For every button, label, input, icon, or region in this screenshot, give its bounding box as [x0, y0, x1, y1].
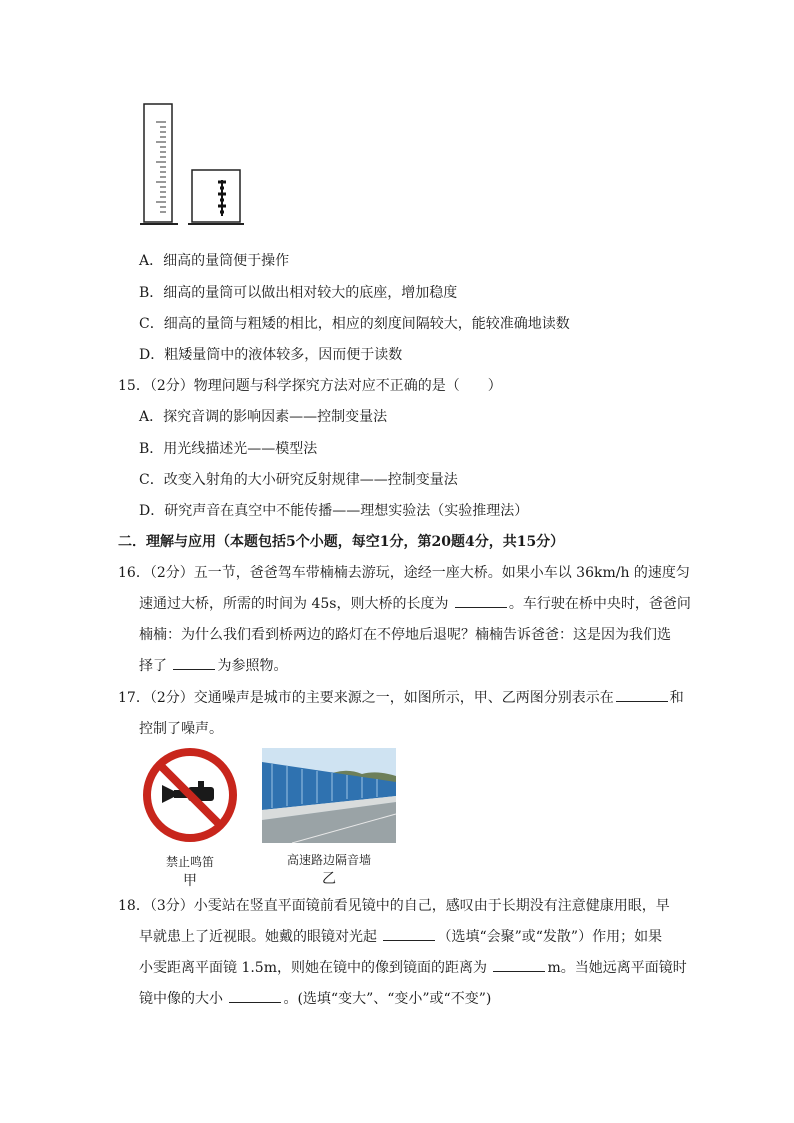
q18-text: m。当她远离平面镜时	[547, 960, 687, 976]
q15-option-c: C．改变入射角的大小研究反射规律——控制变量法	[139, 472, 458, 488]
figure-b-tag: 乙	[322, 871, 336, 887]
q17-text: 17．（2分）交通噪声是城市的主要来源之一，如图所示，甲、乙两图分别表示在	[118, 690, 614, 706]
q17-line-2: 控制了噪声。	[139, 721, 223, 737]
q14-option-a: A．细高的量筒便于操作	[139, 253, 290, 269]
answer-blank[interactable]	[173, 655, 215, 670]
q18-text: 小雯距离平面镜 1.5m，则她在镜中的像到镜面的距离为	[139, 960, 492, 976]
q15-stem: 15．（2分）物理问题与科学探究方法对应不正确的是（ ）	[118, 378, 502, 394]
q14-option-d: D．粗矮量筒中的液体较多，因而便于读数	[139, 347, 403, 363]
no-horn-sign-icon	[140, 745, 240, 845]
sound-barrier-photo	[262, 748, 396, 843]
q18-line-3	[139, 957, 687, 977]
q15-option-d: D．研究声音在真空中不能传播——理想实验法（实验推理法）	[139, 503, 529, 519]
q16-line-1: 16．（2分）五一节，爸爸驾车带楠楠去游玩，途经一座大桥。如果小车以 36km/h 的速度匀	[118, 565, 690, 581]
q16-text: 择了	[139, 658, 172, 674]
q18-text: 。(选填“变大”、“变小”或“不变”)	[283, 991, 492, 1007]
answer-blank[interactable]	[455, 593, 507, 608]
q18-text: （选填“会聚”或“发散”）作用；如果	[437, 929, 663, 945]
tall-cylinder	[140, 104, 178, 224]
q18-text: 镜中像的大小	[139, 991, 228, 1007]
q14-option-b: B．细高的量筒可以做出相对较大的底座，增加稳度	[139, 285, 458, 301]
q16-line-2	[139, 593, 691, 613]
q16-text: 速通过大桥，所需的时间为 45s，则大桥的长度为	[139, 596, 453, 612]
q15-option-b: B．用光线描述光——模型法	[139, 441, 318, 457]
measuring-cylinders-figure	[138, 100, 248, 230]
q18-line-1: 18．（3分）小雯站在竖直平面镜前看见镜中的自己，感叹由于长期没有注意健康用眼，早	[118, 898, 670, 914]
q16-text: 为参照物。	[217, 658, 288, 674]
q18-line-2	[139, 926, 662, 946]
short-cylinder	[188, 170, 244, 224]
answer-blank[interactable]	[383, 926, 435, 941]
q16-text: 。车行驶在桥中央时，爸爸问	[508, 596, 691, 612]
section-heading: 二．理解与应用（本题包括5个小题，每空1分，第20题4分，共15分）	[118, 534, 565, 550]
figure-a-caption: 禁止鸣笛	[165, 855, 214, 869]
figure-sound-barrier	[262, 748, 396, 888]
figure-b-caption: 高速路边隔音墙	[286, 853, 371, 867]
figure-a-tag: 甲	[183, 873, 197, 889]
q17-line-1	[118, 687, 684, 707]
q18-text: 早就患上了近视眼。她戴的眼镜对光起	[139, 929, 382, 945]
q15-option-a: A．探究音调的影响因素——控制变量法	[139, 409, 388, 425]
q17-text: 和	[669, 690, 684, 706]
q14-option-c: C．细高的量筒与粗矮的相比，相应的刻度间隔较大，能较准确地读数	[139, 316, 570, 332]
q16-line-3: 楠楠：为什么我们看到桥两边的路灯在不停地后退呢？楠楠告诉爸爸：这是因为我们选	[139, 627, 671, 643]
q16-line-4	[139, 655, 287, 675]
q18-line-4	[139, 988, 491, 1008]
answer-blank[interactable]	[229, 988, 281, 1003]
answer-blank[interactable]	[493, 957, 545, 972]
answer-blank[interactable]	[616, 687, 668, 702]
figure-no-horn	[140, 745, 240, 890]
